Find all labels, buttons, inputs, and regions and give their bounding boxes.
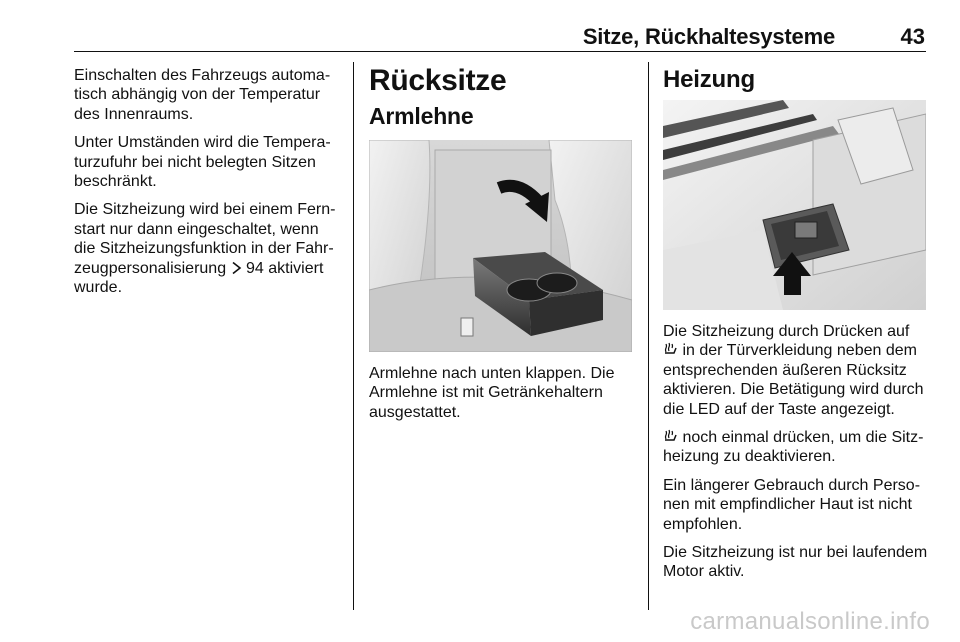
watermark: carmanualsonline.info	[690, 608, 930, 635]
left-column	[74, 66, 346, 306]
paragraph: Ein längerer Gebrauch durch Perso- nen mit empfindlicher Haut ist nicht empfohlen.	[663, 476, 921, 533]
figure-caption: Armlehne nach unten klappen. Die Armlehne ist mit Getränkehaltern ausgestattet.	[369, 365, 615, 421]
page-number: 43	[900, 24, 925, 49]
running-header-title: Sitze, Rückhaltesysteme	[582, 24, 835, 49]
page-reference-text: 94 aktiviert wurde.	[74, 259, 324, 297]
section-heading: Rücksitze	[369, 64, 507, 97]
paragraph: Unter Umständen wird die Tempera- turzufuhr bei nicht belegten Sitzen beschränkt.	[74, 134, 331, 191]
paragraph-text: Die Sitzheizung wird bei einem Fern- start nur dann eingeschaltet, wenn die Sitzheizungsfunktion in der Fahr- zeugpersonalisierung	[74, 201, 336, 277]
paragraph	[663, 322, 928, 419]
seat-heater-switch-illustration	[663, 100, 926, 310]
section-heading-heating: Heizung	[663, 66, 755, 93]
paragraph-text: in der Türverkleidung neben dem entsprechenden äußeren Rücksitz aktivieren. Die Betätigung wird durch die LED auf der Taste angezeigt.	[663, 342, 924, 418]
paragraph: Die Sitzheizung ist nur bei laufendem Motor aktiv.	[663, 544, 928, 581]
paragraph-text: Die Sitzheizung durch Drücken auf	[663, 323, 910, 340]
seat-heater-icon	[663, 342, 678, 359]
middle-column	[369, 64, 634, 431]
column-divider-right	[648, 62, 649, 610]
paragraph	[663, 428, 928, 467]
armrest-illustration	[369, 140, 632, 352]
right-column	[663, 64, 928, 591]
seat-heater-icon	[663, 429, 678, 446]
paragraph	[74, 200, 346, 297]
header-rule	[74, 51, 926, 52]
page-reference-arrow-icon	[231, 260, 242, 277]
column-divider-left	[353, 62, 354, 610]
paragraph: Einschalten des Fahrzeugs automa- tisch abhängig von der Temperatur des Innenraums.	[74, 67, 331, 123]
paragraph-text: noch einmal drücken, um die Sitz- heizung zu deaktivieren.	[663, 429, 924, 466]
subsection-heading: Armlehne	[369, 103, 474, 129]
